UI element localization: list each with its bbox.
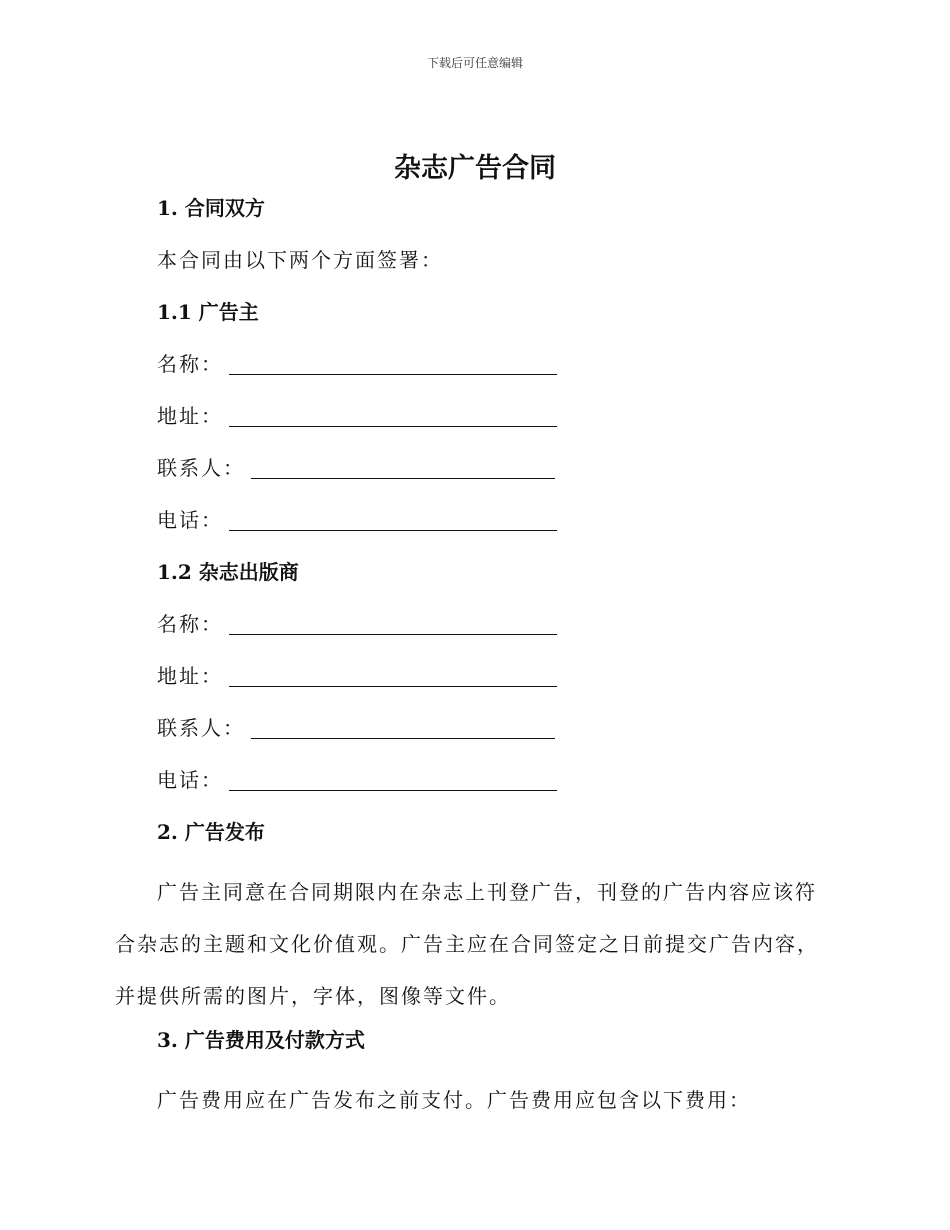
publisher-phone-row [157,762,837,814]
advertiser-phone-blank[interactable] [229,502,557,531]
section-3-body: 广告费用应在广告发布之前支付。广告费用应包含以下费用： [157,1088,751,1112]
advertiser-contact-row [157,450,837,502]
publisher-phone-blank[interactable] [229,762,557,791]
advertiser-address-row [157,398,837,450]
publisher-phone-label: 电话： [157,768,223,792]
publisher-contact-blank[interactable] [251,710,555,739]
section-1-heading: 1. 合同双方 [157,196,265,220]
section-2-heading: 2. 广告发布 [157,820,265,844]
advertiser-phone-row [157,502,837,554]
advertiser-address-blank[interactable] [229,398,557,427]
document-body [115,190,837,1126]
publisher-address-row [157,658,837,710]
publisher-name-label: 名称： [157,612,223,636]
section-1-intro: 本合同由以下两个方面签署： [157,248,443,272]
publisher-address-label: 地址： [157,664,223,688]
section-3-heading: 3. 广告费用及付款方式 [157,1028,365,1052]
advertiser-contact-blank[interactable] [251,450,555,479]
publisher-name-blank[interactable] [229,606,557,635]
publisher-contact-row [157,710,837,762]
advertiser-address-label: 地址： [157,404,223,428]
section-1-2-heading: 1.2 杂志出版商 [157,560,299,584]
document-title: 杂志广告合同 [394,153,556,184]
section-1-1-heading: 1.1 广告主 [157,300,259,324]
advertiser-contact-label: 联系人： [157,456,245,480]
publisher-address-blank[interactable] [229,658,557,687]
publisher-name-row [157,606,837,658]
publisher-contact-label: 联系人： [157,716,245,740]
advertiser-name-row [157,346,837,398]
advertiser-phone-label: 电话： [157,508,223,532]
advertiser-name-blank[interactable] [229,346,557,375]
section-2-body: 广告主同意在合同期限内在杂志上刊登广告，刊登的广告内容应该符合杂志的主题和文化价值观。广告主应在合同签定之日前提交广告内容，并提供所需的图片，字体，图像等文件。 [115,880,819,1008]
advertiser-name-label: 名称： [157,352,223,376]
header-note: 下载后可任意编辑 [426,56,523,70]
